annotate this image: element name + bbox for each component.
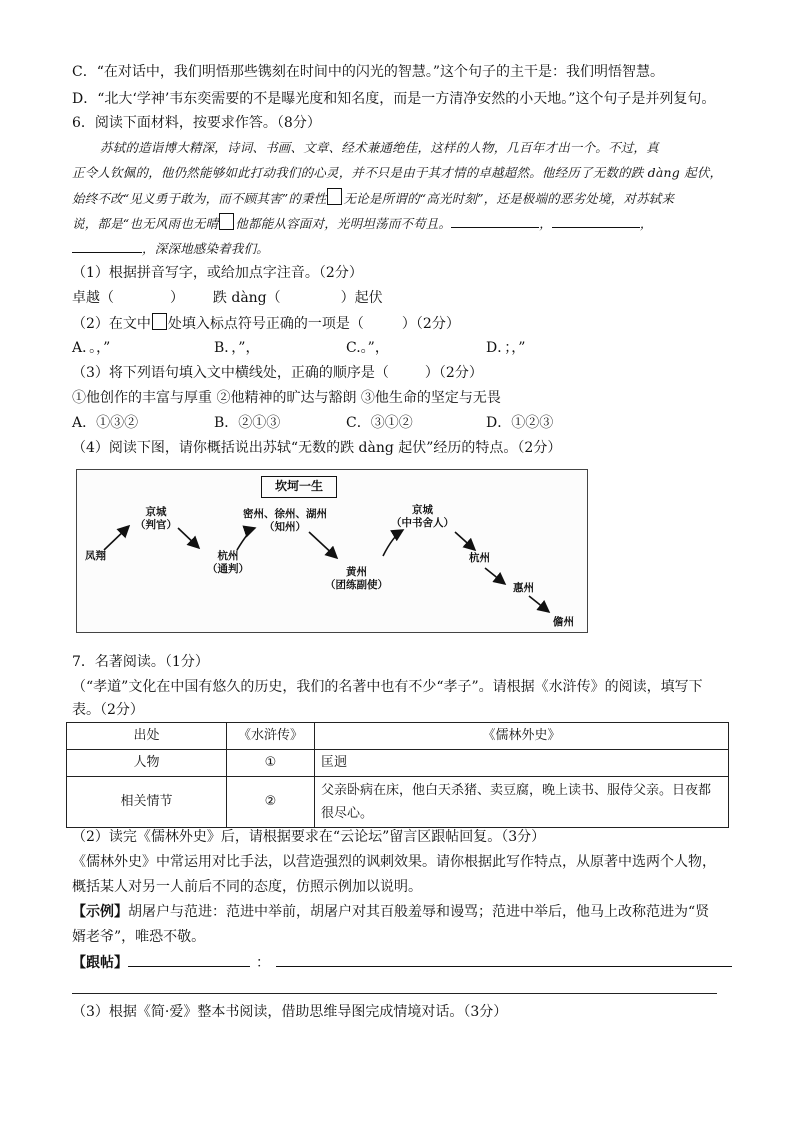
passage-line-3a: 始终不改“见义勇于敢为，而不顾其害”的秉性	[72, 191, 327, 206]
comma-2: ，	[639, 216, 653, 231]
sub3-title-b: ）（2分）	[424, 365, 483, 381]
option-c: C．“在对话中，我们明悟那些镌刻在时间中的闪光的智慧。”这个句子的主干是：我们明悟智慧。	[72, 64, 665, 80]
place-hangzhou-1: 杭州 （通判）	[207, 550, 249, 575]
q7-sub2-desc-1: 《儒林外史》中常运用对比手法，以营造强烈的讽刺效果。请你根据此写作特点，从原著中选两个人物，	[72, 854, 716, 870]
sub2-option-d[interactable]: D．；，”	[486, 340, 526, 356]
example-text-1: 胡屠户与范进：范进中举前，胡屠户对其百般羞辱和谩骂；范进中举后，他马上改称范进为“贤	[128, 904, 710, 920]
q6-title: 6．阅读下面材料，按要求作答。（8分）	[72, 115, 321, 131]
sub2-title-b: 处填入标点符号正确的一项是（	[167, 316, 364, 332]
rulin-plot: 父亲卧病在床，他白天杀猪、卖豆腐，晚上读书、服侍父亲。日夜都很尽心。	[315, 777, 729, 828]
arrow-6	[455, 532, 475, 550]
row-label-person: 人物	[67, 750, 227, 777]
rulin-person: 匡迥	[315, 750, 729, 777]
sub3-option-c[interactable]: C．③①②	[346, 415, 413, 431]
table-header-shuihu: 《水浒传》	[227, 723, 315, 750]
place-huangzhou: 黄州 （团练副使）	[325, 566, 388, 591]
reply-tag: 【跟帖】	[72, 955, 128, 971]
q7-title: 7．名著阅读。（1分）	[72, 654, 209, 670]
q7-intro-2: 表。（2分）	[72, 702, 144, 718]
arrow-8	[529, 596, 549, 612]
sub2-option-b[interactable]: B．，”，	[214, 340, 260, 356]
comma-1: ，	[539, 216, 552, 231]
sub1-item2: 跌 dàng（	[212, 290, 281, 306]
sub2-title	[72, 313, 460, 334]
row-label-plot: 相关情节	[67, 777, 227, 828]
sub2-title-a: （2）在文中	[72, 316, 151, 332]
table-row	[67, 777, 729, 828]
table-row	[67, 750, 729, 777]
route-arrows	[77, 470, 589, 634]
sub3-option-d[interactable]: D．①②③	[486, 415, 554, 431]
passage-line-3b: 无论是所谓的“高光时刻”，还是极端的恶劣处境，对苏轼来	[343, 191, 675, 206]
answer-blank-3[interactable]	[72, 238, 142, 253]
reply-line	[72, 952, 732, 973]
passage-line-4a: 说，都是“也无风雨也无晴	[72, 216, 219, 231]
reply-names-blank[interactable]	[128, 952, 250, 967]
passage-line-2: 正令人钦佩的，他仍然能够如此打动我们的心灵，并不只是由于其才情的卓越超然。他经历了无数的跌 dàng 起伏，	[72, 165, 723, 180]
place-jingcheng-2: 京城 （中书舍人）	[391, 504, 454, 529]
example-line-2: 婿老爷”，唯恐不敬。	[72, 929, 206, 945]
sub4-title: （4）阅读下图，请你概括说出苏轼“无数的跌 dàng 起伏”经历的特点。（2分）	[72, 440, 562, 456]
passage-line-4b: 他都能从容面对，光明坦荡而不苟且。	[235, 216, 452, 231]
answer-cell-2[interactable]: ②	[227, 777, 315, 828]
sub3-title-a: （3）将下列语句填入文中横线处，正确的顺序是（	[72, 365, 389, 381]
place-hangzhou-2: 杭州	[469, 552, 490, 564]
punctuation-box-1[interactable]	[327, 188, 342, 205]
passage-line-5-text: ，深深地感染着我们。	[142, 241, 270, 256]
reply-continuation-line[interactable]	[72, 993, 717, 994]
sub3-title	[72, 363, 483, 383]
reply-colon: ：	[256, 955, 270, 971]
table-header-rulin: 《儒林外史》	[315, 723, 729, 750]
q7-sub3-title: （3）根据《简·爱》整本书阅读，借助思维导图完成情境对话。（3分）	[72, 1004, 508, 1020]
arrow-5	[383, 530, 403, 556]
sub1-items	[72, 288, 383, 308]
sub1-item1: 卓越（	[72, 290, 114, 306]
place-jingcheng-1: 京城 （判官）	[135, 506, 177, 531]
option-d: D．“北大‘学神’韦东奕需要的不是曝光度和知名度，而是一方清净安然的小天地。”这个句子是并列复句。	[72, 91, 716, 107]
answer-cell-1[interactable]: ①	[227, 750, 315, 777]
passage-line-1: 苏轼的造诣博大精深，诗词、书画、文章、经术兼通绝佳，这样的人物，几百年才出一个。不过，真	[100, 140, 659, 155]
sub2-option-c[interactable]: C.。”，	[346, 340, 389, 356]
place-huizhou: 惠州	[513, 582, 534, 594]
filial-sons-table	[66, 722, 729, 828]
place-danzhou: 儋州	[553, 616, 574, 628]
sub3-option-b[interactable]: B．②①③	[214, 415, 281, 431]
q7-sub2-desc-2: 概括某人对另一人前后不同的态度，仿照示例加以说明。	[72, 879, 422, 895]
sub1-item1-end: ）	[170, 290, 184, 306]
life-route-figure	[76, 469, 588, 633]
q7-sub2-title: （2）读完《儒林外史》后，请根据要求在“云论坛”留言区跟帖回复。（3分）	[72, 829, 546, 845]
q7-intro-1: （“孝道”文化在中国有悠久的历史，我们的名著中也有不少“孝子”。请根据《水浒传》的阅读，填写下	[72, 679, 703, 695]
sub3-sentences: ①他创作的丰富与厚重 ②他精神的旷达与豁朗 ③他生命的坚定与无畏	[72, 390, 501, 406]
arrow-7	[485, 568, 505, 584]
punctuation-box-2[interactable]	[219, 213, 234, 230]
figure-title: 坎坷一生	[261, 476, 337, 498]
sub2-option-a[interactable]: A．。，”	[72, 340, 111, 356]
example-tag: 【示例】	[72, 904, 128, 920]
answer-blank-2[interactable]	[552, 213, 640, 228]
place-fengxiang: 凤翔	[85, 550, 106, 562]
reply-text-blank[interactable]	[276, 952, 732, 967]
arrow-2	[178, 528, 199, 548]
table-header-source: 出处	[67, 723, 227, 750]
place-mizhou-xuzhou-huzhou: 密州、徐州、湖州 （知州）	[243, 508, 327, 533]
punctuation-box-ref	[152, 313, 167, 330]
sub2-title-c: ）（2分）	[401, 316, 460, 332]
passage-line-3	[72, 188, 674, 209]
arrow-1	[104, 526, 129, 550]
table-header-row	[67, 723, 729, 750]
passage-line-4	[72, 213, 653, 234]
sub1-item2-end: ）起伏	[340, 290, 383, 306]
passage-line-5	[72, 238, 269, 259]
arrow-4	[309, 532, 337, 558]
answer-blank-1[interactable]	[451, 213, 539, 228]
sub1-title: （1）根据拼音写字，或给加点字注音。（2分）	[72, 265, 363, 281]
sub3-option-a[interactable]: A．①③②	[72, 415, 139, 431]
example-line-1	[72, 902, 709, 922]
